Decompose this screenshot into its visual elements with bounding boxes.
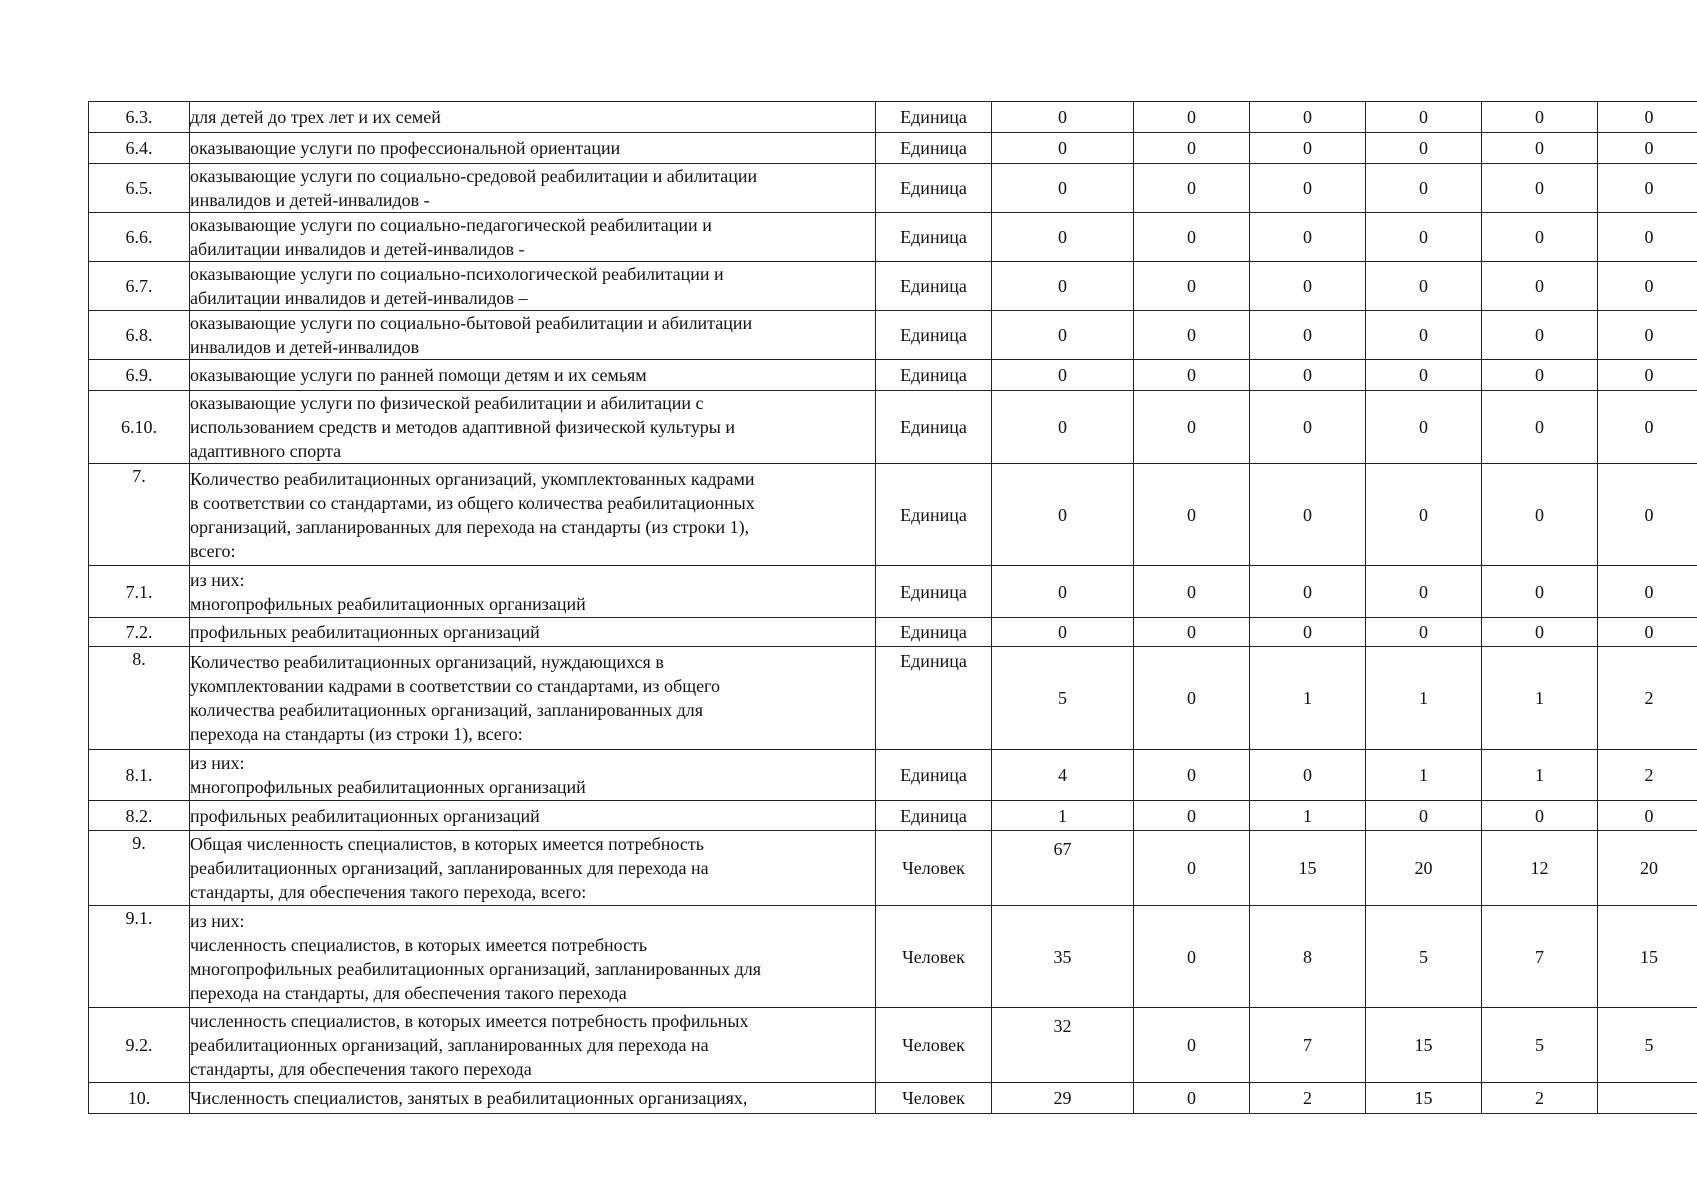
- indicator-description: [190, 906, 876, 1008]
- description-line: всего:: [190, 540, 236, 561]
- value-cell: 12: [1482, 831, 1598, 906]
- value-cell: 0: [1250, 102, 1366, 133]
- value-cell: 0: [1366, 464, 1482, 566]
- description-line: оказывающие услуги по социально-бытовой реабилитации и абилитации: [190, 313, 753, 333]
- value-cell: 0: [992, 391, 1134, 464]
- indicator-description: [190, 647, 876, 750]
- unit-cell: Человек: [876, 831, 992, 906]
- description-line: использованием средств и методов адаптивной физической культуры и: [190, 417, 735, 437]
- description-line: оказывающие услуги по социально-педагогической реабилитации и: [190, 215, 712, 235]
- table-body: [89, 102, 1697, 1114]
- row-number: 8.: [89, 647, 190, 750]
- value-cell: 0: [1250, 391, 1366, 464]
- description-line: стандарты, для обеспечения такого перехода, всего:: [190, 882, 587, 902]
- row-number: 6.6.: [89, 213, 190, 262]
- table-row: [89, 831, 1697, 906]
- value-cell: 0: [992, 262, 1134, 311]
- value-cell: 0: [1598, 213, 1697, 262]
- value-cell: 5: [1598, 1008, 1697, 1083]
- value-cell: 35: [992, 906, 1134, 1008]
- unit-cell: Единица: [876, 133, 992, 164]
- description-line: организаций, запланированных для перехода на стандарты (из строки 1),: [190, 516, 750, 537]
- row-number: 7.2.: [89, 618, 190, 647]
- description-line: многопрофильных реабилитационных организаций, запланированных для: [190, 958, 762, 979]
- indicator-description: [190, 750, 876, 801]
- value-cell: 0: [1134, 618, 1250, 647]
- value-cell: 0: [1134, 391, 1250, 464]
- description-line: в соответствии со стандартами, из общего количества реабилитационных: [190, 492, 755, 513]
- row-number: 6.10.: [89, 391, 190, 464]
- indicator-description: [190, 464, 876, 566]
- value-cell: 0: [1482, 213, 1598, 262]
- value-cell: 0: [1366, 311, 1482, 360]
- value-cell: 15: [1366, 1008, 1482, 1083]
- value-cell: 2: [1598, 647, 1697, 750]
- table-row: [89, 311, 1697, 360]
- value-cell: 0: [1366, 801, 1482, 831]
- row-number: 6.5.: [89, 164, 190, 213]
- description-line: Общая численность специалистов, в которых имеется потребность: [190, 834, 704, 854]
- value-cell: 4: [992, 750, 1134, 801]
- value-cell: 0: [992, 102, 1134, 133]
- row-number: 6.8.: [89, 311, 190, 360]
- indicator-description: [190, 566, 876, 618]
- value-cell: 0: [1598, 464, 1697, 566]
- row-number: 7.: [89, 464, 190, 566]
- value-cell: 0: [1134, 311, 1250, 360]
- value-cell: 0: [1250, 566, 1366, 618]
- description-line: реабилитационных организаций, запланированных для перехода на: [190, 1035, 709, 1055]
- value-cell: 0: [1134, 647, 1250, 750]
- table-row: [89, 906, 1697, 1008]
- value-cell: 0: [1366, 133, 1482, 164]
- value-cell: 0: [1598, 133, 1697, 164]
- description-line: инвалидов и детей-инвалидов -: [190, 190, 430, 210]
- value-cell: 1: [1250, 801, 1366, 831]
- row-number: 6.7.: [89, 262, 190, 311]
- value-cell: 0: [992, 618, 1134, 647]
- value-cell: 0: [1366, 566, 1482, 618]
- unit-cell: Единица: [876, 464, 992, 566]
- table-row: [89, 213, 1697, 262]
- value-cell: 0: [1134, 566, 1250, 618]
- unit-cell: Единица: [876, 360, 992, 391]
- value-cell: 0: [1598, 566, 1697, 618]
- row-number: 8.2.: [89, 801, 190, 831]
- value-cell: 29: [992, 1083, 1134, 1114]
- indicator-description: [190, 801, 876, 831]
- value-cell: 0: [1134, 464, 1250, 566]
- value-cell: 0: [992, 213, 1134, 262]
- value-cell: 0: [992, 164, 1134, 213]
- description-line: для детей до трех лет и их семей: [190, 107, 441, 127]
- description-line: профильных реабилитационных организаций: [190, 622, 540, 642]
- description-line: численность специалистов, в которых имеется потребность профильных: [190, 1011, 749, 1031]
- value-cell: 0: [1366, 164, 1482, 213]
- unit-cell: Единица: [876, 801, 992, 831]
- unit-cell: Человек: [876, 906, 992, 1008]
- value-cell: 0: [1134, 801, 1250, 831]
- value-cell: 0: [1482, 133, 1598, 164]
- description-line: оказывающие услуги по физической реабилитации и абилитации с: [190, 393, 704, 413]
- value-cell: 0: [1250, 464, 1366, 566]
- table-row: [89, 801, 1697, 831]
- unit-cell: Единица: [876, 618, 992, 647]
- value-cell: 0: [1366, 102, 1482, 133]
- unit-cell: Единица: [876, 647, 992, 750]
- row-number: 6.9.: [89, 360, 190, 391]
- table-row: [89, 360, 1697, 391]
- indicator-description: [190, 391, 876, 464]
- document-page: [88, 101, 1684, 1114]
- value-cell: 0: [1134, 1008, 1250, 1083]
- row-number: 9.2.: [89, 1008, 190, 1083]
- value-cell: 0: [1598, 102, 1697, 133]
- description-line: численность специалистов, в которых имеется потребность: [190, 934, 648, 955]
- description-line: оказывающие услуги по ранней помощи детям и их семьям: [190, 365, 647, 385]
- value-cell: 0: [1366, 360, 1482, 391]
- table-row: [89, 647, 1697, 750]
- description-line: абилитации инвалидов и детей-инвалидов –: [190, 288, 528, 308]
- table-row: [89, 464, 1697, 566]
- value-cell: 0: [1482, 164, 1598, 213]
- description-line: из них:: [190, 569, 245, 590]
- unit-cell: Единица: [876, 391, 992, 464]
- value-cell: 0: [1250, 213, 1366, 262]
- indicator-description: [190, 213, 876, 262]
- value-cell: 1: [1482, 750, 1598, 801]
- table-row: [89, 102, 1697, 133]
- description-line: перехода на стандарты, для обеспечения такого перехода: [190, 982, 627, 1003]
- indicator-description: [190, 102, 876, 133]
- value-cell: 0: [1598, 164, 1697, 213]
- description-line: стандарты, для обеспечения такого перехода: [190, 1059, 532, 1079]
- value-cell: 0: [1250, 618, 1366, 647]
- indicator-description: [190, 618, 876, 647]
- table-row: [89, 164, 1697, 213]
- value-cell: 0: [1250, 164, 1366, 213]
- value-cell: 20: [1598, 831, 1697, 906]
- description-line: укомплектовании кадрами в соответствии со стандартами, из общего: [190, 676, 720, 696]
- unit-cell: Единица: [876, 311, 992, 360]
- value-cell: 0: [1482, 566, 1598, 618]
- value-cell: 0: [1482, 311, 1598, 360]
- unit-cell: Единица: [876, 566, 992, 618]
- description-line: из них:: [190, 910, 245, 931]
- description-line: Количество реабилитационных организаций, нуждающихся в: [190, 652, 664, 672]
- unit-cell: Человек: [876, 1008, 992, 1083]
- value-cell: 0: [1250, 311, 1366, 360]
- indicator-description: [190, 1008, 876, 1083]
- description-line: Количество реабилитационных организаций, укомплектованных кадрами: [190, 468, 755, 489]
- description-line: Численность специалистов, занятых в реабилитационных организациях,: [190, 1088, 748, 1108]
- indicator-description: [190, 311, 876, 360]
- description-line: инвалидов и детей-инвалидов: [190, 337, 420, 357]
- value-cell: 0: [1482, 391, 1598, 464]
- table-row: [89, 1083, 1697, 1114]
- table-row: [89, 262, 1697, 311]
- value-cell: 0: [1366, 391, 1482, 464]
- value-cell: 0: [1250, 750, 1366, 801]
- value-cell: 0: [1598, 311, 1697, 360]
- value-cell: 0: [1134, 906, 1250, 1008]
- value-cell: 0: [1366, 213, 1482, 262]
- row-number: 6.4.: [89, 133, 190, 164]
- value-cell: 1: [992, 801, 1134, 831]
- table-row: [89, 618, 1697, 647]
- indicator-description: [190, 133, 876, 164]
- unit-cell: Единица: [876, 750, 992, 801]
- row-number: 6.3.: [89, 102, 190, 133]
- value-cell: 0: [992, 566, 1134, 618]
- value-cell: 5: [1482, 1008, 1598, 1083]
- table-row: [89, 391, 1697, 464]
- value-cell: 2: [1250, 1083, 1366, 1114]
- description-line: абилитации инвалидов и детей-инвалидов -: [190, 239, 525, 259]
- value-cell: 0: [992, 464, 1134, 566]
- value-cell: 2: [1482, 1083, 1598, 1114]
- unit-cell: Единица: [876, 262, 992, 311]
- description-line: оказывающие услуги по социально-средовой реабилитации и абилитации: [190, 166, 758, 186]
- value-cell: 0: [1134, 133, 1250, 164]
- value-cell: 0: [1134, 213, 1250, 262]
- value-cell: 0: [1134, 360, 1250, 391]
- value-cell: 0: [992, 360, 1134, 391]
- value-cell: 67: [992, 831, 1134, 906]
- value-cell: 1: [1250, 647, 1366, 750]
- value-cell: 1: [1482, 647, 1598, 750]
- value-cell: 0: [1134, 750, 1250, 801]
- value-cell: 0: [1250, 133, 1366, 164]
- value-cell: 32: [992, 1008, 1134, 1083]
- table-row: [89, 133, 1697, 164]
- unit-cell: Единица: [876, 164, 992, 213]
- description-line: реабилитационных организаций, запланированных для перехода на: [190, 858, 709, 878]
- unit-cell: Единица: [876, 213, 992, 262]
- value-cell: 15: [1250, 831, 1366, 906]
- value-cell: 15: [1598, 906, 1697, 1008]
- value-cell: 0: [1134, 262, 1250, 311]
- value-cell: 0: [1134, 831, 1250, 906]
- value-cell: 1: [1366, 647, 1482, 750]
- value-cell: 0: [1598, 618, 1697, 647]
- row-number: 8.1.: [89, 750, 190, 801]
- value-cell: 7: [1250, 1008, 1366, 1083]
- row-number: 9.: [89, 831, 190, 906]
- value-cell: 0: [1598, 391, 1697, 464]
- value-cell: 0: [1250, 262, 1366, 311]
- value-cell: 2: [1598, 750, 1697, 801]
- indicator-description: [190, 164, 876, 213]
- value-cell: 20: [1366, 831, 1482, 906]
- value-cell: 0: [1134, 164, 1250, 213]
- value-cell: 0: [992, 311, 1134, 360]
- value-cell: 1: [1366, 750, 1482, 801]
- row-number: 9.1.: [89, 906, 190, 1008]
- table-row: [89, 566, 1697, 618]
- value-cell: 0: [992, 133, 1134, 164]
- description-line: оказывающие услуги по профессиональной ориентации: [190, 138, 621, 158]
- description-line: количества реабилитационных организаций, запланированных для: [190, 700, 704, 720]
- description-line: профильных реабилитационных организаций: [190, 805, 540, 826]
- value-cell: [1598, 1083, 1697, 1114]
- value-cell: 0: [1482, 618, 1598, 647]
- indicator-description: [190, 831, 876, 906]
- indicator-description: [190, 1083, 876, 1114]
- unit-cell: Единица: [876, 102, 992, 133]
- value-cell: 0: [1482, 360, 1598, 391]
- value-cell: 5: [1366, 906, 1482, 1008]
- value-cell: 0: [1482, 801, 1598, 831]
- description-line: из них:: [190, 753, 245, 773]
- value-cell: 0: [1482, 102, 1598, 133]
- description-line: адаптивного спорта: [190, 441, 342, 461]
- value-cell: 0: [1598, 360, 1697, 391]
- description-line: перехода на стандарты (из строки 1), всего:: [190, 724, 523, 744]
- value-cell: 0: [1598, 262, 1697, 311]
- indicator-description: [190, 262, 876, 311]
- indicator-description: [190, 360, 876, 391]
- table-row: [89, 750, 1697, 801]
- unit-cell: Человек: [876, 1083, 992, 1114]
- description-line: многопрофильных реабилитационных организаций: [190, 593, 586, 614]
- value-cell: 0: [1134, 102, 1250, 133]
- value-cell: 0: [1482, 262, 1598, 311]
- row-number: 7.1.: [89, 566, 190, 618]
- value-cell: 7: [1482, 906, 1598, 1008]
- value-cell: 15: [1366, 1083, 1482, 1114]
- row-number: 10.: [89, 1083, 190, 1114]
- value-cell: 0: [1134, 1083, 1250, 1114]
- value-cell: 0: [1250, 360, 1366, 391]
- value-cell: 0: [1598, 801, 1697, 831]
- value-cell: 0: [1482, 464, 1598, 566]
- description-line: оказывающие услуги по социально-психологической реабилитации и: [190, 264, 724, 284]
- value-cell: 5: [992, 647, 1134, 750]
- description-line: многопрофильных реабилитационных организаций: [190, 777, 586, 797]
- indicator-table: [88, 101, 1697, 1114]
- value-cell: 0: [1366, 262, 1482, 311]
- value-cell: 0: [1366, 618, 1482, 647]
- table-row: [89, 1008, 1697, 1083]
- value-cell: 8: [1250, 906, 1366, 1008]
